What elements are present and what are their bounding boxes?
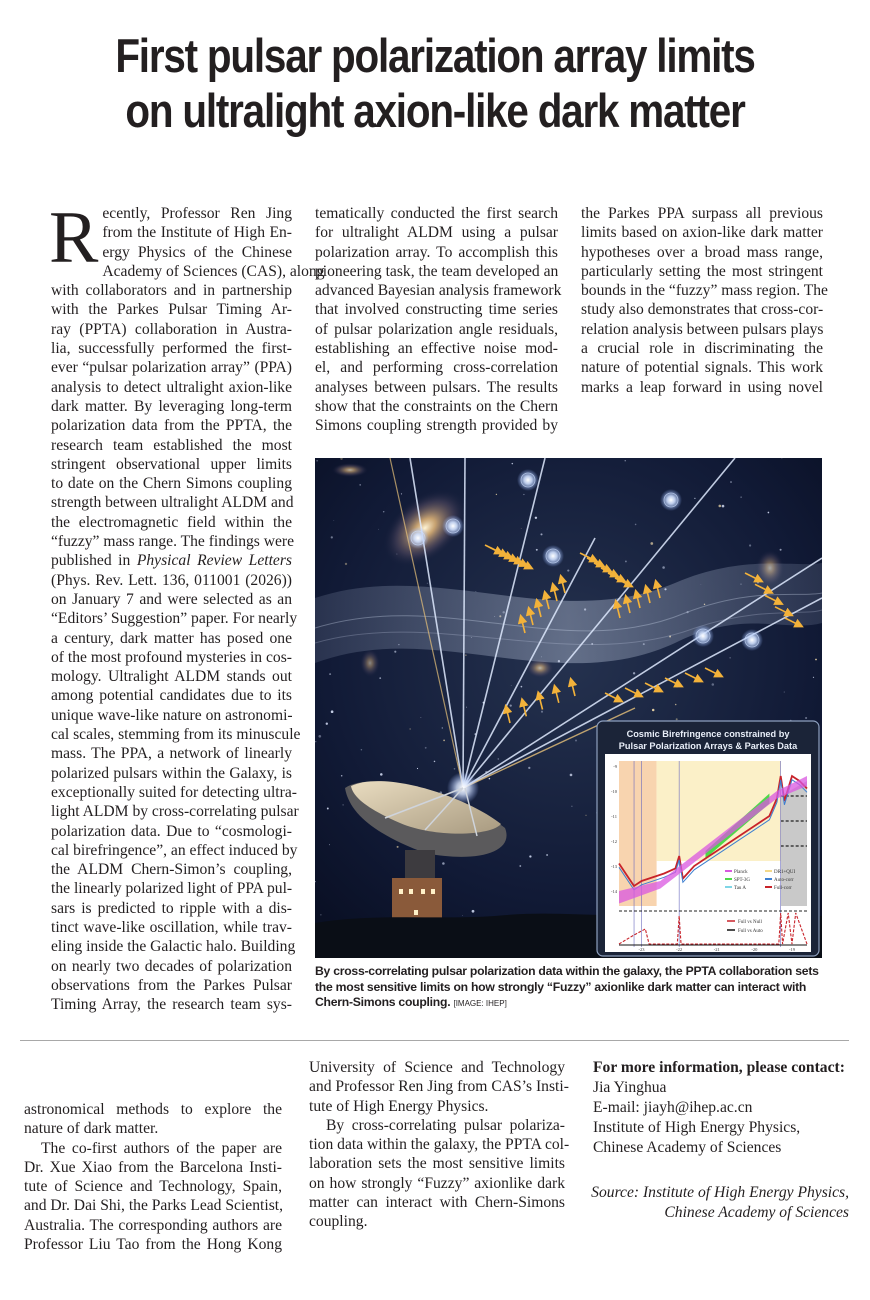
star [529,855,531,857]
text-line: eling inside the Galactic halo. Building [51,938,296,956]
text-line: tematically conducted the first search [315,205,558,222]
star [571,806,572,807]
tower-window [431,889,435,894]
text-line: coupling. [309,1213,368,1231]
star [316,460,318,462]
contact-org: Institute of High Energy Physics, [593,1119,801,1136]
text-line: of the most profound mysteries in cos- [51,648,292,666]
text-line: ergy Physics of the Chinese [102,243,292,261]
text-line: analyses between pulsars. The results [315,378,558,396]
column-1-text [49,197,325,1014]
star [749,544,751,546]
text-line: cal scales, stemming from its minuscule [51,726,301,744]
star [379,677,381,679]
text-line: the ALDM Chern-Simon’s coupling, [51,861,292,879]
drop-cap: R [49,197,99,279]
star [329,673,331,675]
star [712,683,715,686]
text-line: the linearly polarized light of PPA pul- [51,880,293,898]
pulsar [442,515,464,537]
y-tick-label: -12 [611,839,617,844]
star [383,511,384,512]
text-line: on January 7 and were selected as an [51,590,292,608]
text-line: stringent observational upper limits [51,455,292,473]
x-tick-label: -20 [751,947,758,952]
star [442,862,445,865]
text-line: sars is predicted to ripple with a dis- [51,899,292,917]
legend-label: Tau A [734,886,747,891]
star [318,735,321,738]
star [443,739,445,741]
star [476,591,477,592]
star [341,775,343,777]
y-tick-label: -10 [611,789,617,794]
text-line: astronomical methods to explore the [24,1101,282,1118]
star [331,536,333,538]
star [676,718,678,720]
star [397,846,399,848]
star [784,692,785,693]
text-line: and Dr. Dai Shi, the Parks Lead Scientist, [24,1197,283,1215]
column-2-text [315,204,562,436]
text-line: the Parkes PPA surpass all previous [581,205,823,222]
star [677,687,678,688]
text-line: a century, dark matter has posed one [51,629,292,647]
star [454,768,456,770]
body-column-3 [581,204,828,397]
star [327,808,329,810]
y-tick-label: -14 [611,889,617,894]
caption-text: By cross-correlating pulsar polarization data within the galaxy, the PPTA collaboration sets the most sensitive limits on how strongly “Fuzzy” axionlike dark matter can interact with Chern-Simons coupling. [315,964,819,1010]
text-line: light ALDM by cross-correlating pulsar [51,803,299,821]
legend-label: Full vs Null [738,920,762,925]
star [466,707,467,708]
text-line: advanced Bayesian analysis framework [315,282,562,300]
text-line: lia, successfully performed the first- [51,340,292,358]
star [465,654,466,655]
star [546,854,548,856]
star [329,844,330,845]
legend-label: DR1+QUI [774,870,796,875]
text-line: ecently, Professor Ren Jing [102,205,292,222]
pulsar [660,489,682,511]
star [510,704,512,706]
star [662,566,665,569]
star [718,505,721,508]
tower-window [414,910,418,915]
text-line: a crucial role in discriminating the [581,340,823,358]
text-line: hypotheses over a broad mass range, [581,243,823,261]
chart-inset [597,721,819,956]
text-line: Timing Array, the research team sys- [51,996,292,1014]
x-tick-label: -19 [788,947,795,952]
text-line: tute of High Energy Physics. [309,1097,489,1115]
pulsar [542,545,564,567]
star [401,493,402,494]
inset-title-line: Pulsar Polarization Arrays & Parkes Data [618,741,798,751]
x-tick-label: -22 [676,947,683,952]
star [378,529,379,530]
pulsar [517,469,539,491]
text-line: research team established the most [51,436,292,454]
figure-illustration [315,458,822,958]
text-line: from the Institute of High En- [102,224,292,242]
text-line: By cross-correlating pulsar polariza- [326,1116,565,1134]
star [740,496,741,497]
body-column-4 [24,1100,282,1254]
star [722,505,725,508]
text-line: exceptionally suited for detecting ultra- [51,783,297,801]
text-line: study also demonstrates that cross-cor- [581,301,824,319]
text-line: of pulsar polarization angle residuals, [315,320,558,338]
star [694,498,695,499]
text-line: (Phys. Rev. Lett. 136, 011001 (2026)) [51,571,292,589]
star [380,773,383,776]
tower-window [421,889,425,894]
star [540,533,542,535]
star [498,758,499,759]
text-line: among potential candidates due to its [51,687,292,705]
text-line: polarization array. To accomplish this [315,243,558,261]
text-line: to date on the Chern Simons coupling [51,475,292,493]
y-tick-label: -9 [613,764,617,769]
text-line: show that the constraints on the Chern [315,397,558,415]
x-tick-label: -21 [713,947,720,952]
star [541,711,543,713]
star [394,651,396,653]
distant-galaxy [332,463,368,477]
star [496,494,497,495]
star [417,768,418,769]
text-line: Academy of Sciences (CAS), along [102,262,325,280]
body-column-2 [315,204,562,436]
star [567,570,569,572]
pulsar [692,625,714,647]
text-line: pioneering task, the team developed an [315,262,559,280]
text-line: University of Science and Technology [309,1059,565,1076]
source-line: Chinese Academy of Sciences [664,1204,849,1221]
star [345,563,347,565]
legend-label: Full vs Auto [738,929,763,934]
text-line: that involved constructing time series [315,301,558,319]
text-line: tinct wave-like oscillation, while trav- [51,918,292,936]
text-line: on nearly two decades of polarization [51,957,292,975]
star [675,704,677,706]
text-line: The co-first authors of the paper are [41,1139,282,1157]
tower-window [409,889,413,894]
contact-name: Jia Yinghua [593,1079,667,1096]
star [570,774,573,777]
text-line: for ultralight ALDM using a pulsar [315,224,558,242]
text-line: Simons coupling strength provided by [315,417,558,435]
image-credit: [IMAGE: IHEP] [453,999,507,1009]
star [462,915,463,916]
column-5-text [309,1058,570,1232]
article-title-line: First pulsar polarization array limits [115,29,755,82]
star [421,717,422,718]
star [768,512,770,514]
text-line: cal birefringence”, an effect induced by [51,841,298,859]
telescope-tower [392,878,442,923]
article-figure [315,458,822,958]
y-tick-label: -11 [611,814,617,819]
star [434,761,436,763]
star [635,524,637,526]
star [523,494,524,495]
section-divider [20,1040,849,1041]
star [730,481,732,483]
star [625,560,627,562]
text-line: polarization data. Due to “cosmologi- [51,822,292,840]
star [519,865,521,867]
star [512,463,513,464]
text-line: mass. The PPA, a network of linearly [51,745,292,763]
star [442,727,443,728]
text-line: establishing an effective noise mod- [315,340,558,358]
star [536,549,538,551]
contact-email[interactable]: E-mail: jiayh@ihep.ac.cn [593,1099,753,1116]
text-line: with the Parkes Pulsar Timing Ar- [51,301,292,319]
x-tick-label: -23 [638,947,645,952]
article-title-line: on ultralight axion-like dark matter [125,84,745,137]
text-line: with collaborators and in partnership [51,282,292,300]
star [575,739,577,741]
contact-block [593,1058,853,1158]
legend-label: Planck [734,870,748,875]
star [521,686,523,688]
star [650,542,653,545]
text-line: ray (PPTA) collaboration in Austra- [51,320,292,338]
body-column-5 [309,1058,570,1232]
star [333,520,334,521]
body-column-1 [49,197,325,1014]
text-line: particularly setting the most stringent [581,262,823,280]
star [472,910,475,913]
text-line: published in Physical Review Letters [51,552,292,570]
tower-window [399,889,403,894]
text-line: unique wave-like nature on astronomi- [51,706,293,724]
text-line: el, and performing cross-correlation [315,359,558,377]
column-3-text [581,204,828,397]
star [320,914,321,915]
y-tick-label: -13 [611,864,617,869]
star [342,804,343,805]
star [633,672,635,674]
star [780,549,782,551]
legend-label: Full-corr [774,886,792,891]
text-line: mology. Ultralight ALDM stands out [51,668,292,686]
text-line: “Editors’ Suggestion” paper. For nearly [51,610,298,628]
source-credit [580,1183,849,1223]
text-line: matter can interact with Chern-Simons [309,1194,565,1212]
article-title [61,28,809,138]
star [425,747,427,749]
inset-title-line: Cosmic Birefringence constrained by [626,729,790,739]
text-line: tute of Science and Technology, Spain, [24,1178,282,1196]
star [326,723,328,725]
text-line: dark matter. By leveraging long-term [51,397,292,415]
text-line: analysis to detect ultralight axion-like [51,378,292,396]
star [652,709,655,712]
star [730,657,731,658]
text-line: observations from the Parkes Pulsar [51,976,292,994]
text-line: marks a leap forward in using novel [581,378,823,396]
pulsar [407,527,429,549]
legend-label: Auto-corr [774,878,794,883]
text-line: Dr. Xue Xiao from the Barcelona Insti- [24,1158,282,1176]
star [427,583,428,584]
figure-caption [315,964,825,1012]
pulsar [741,629,763,651]
distant-galaxy [360,649,380,677]
text-line: polarization data from the PPTA, the [51,417,292,435]
text-line: laboration sets the most sensitive limits [309,1155,565,1173]
contact-heading: For more information, please contact: [593,1059,845,1076]
star [315,741,316,742]
text-line: “fuzzy” mass range. The findings were [51,533,295,551]
star [511,685,512,686]
star [781,458,782,459]
text-line: the electromagnetic field within the [51,513,292,531]
source-line: Source: Institute of High Energy Physics, [591,1184,849,1201]
text-line: nature of dark matter. [24,1120,159,1138]
star [625,460,626,461]
star [489,778,491,780]
text-line: limits based on axion-like dark matter [581,224,823,242]
star [410,728,411,729]
text-line: polarized pulsars within the Galaxy, is [51,764,292,782]
column-4-text [24,1100,282,1254]
star [535,517,537,519]
star [813,677,814,678]
text-line: Australia. The corresponding authors are [24,1216,282,1234]
star [361,749,362,750]
text-line: tion data within the galaxy, the PPTA col- [309,1136,570,1154]
star [815,659,817,661]
star [636,689,638,691]
contact-org: Chinese Academy of Sciences [593,1139,782,1156]
text-line: ever “pulsar polarization array” (PPA) [51,359,292,377]
text-line: bounds in the “fuzzy” mass region. The [581,282,828,300]
text-line: on how strongly “Fuzzy” axionlike dark [309,1174,565,1192]
text-line: relation analysis between pulsars plays [581,320,824,338]
star [805,717,807,719]
star [586,815,587,816]
text-line: nature of potential signals. This work [581,359,823,377]
star [521,528,522,529]
legend-label: SPT-3G [734,878,750,883]
star [331,710,334,713]
star [359,484,361,486]
telescope-mount [405,850,435,880]
star [528,767,530,769]
text-line: strength between ultralight ALDM and [51,494,294,512]
text-line: Professor Liu Tao from the Hong Kong [24,1236,282,1254]
text-line: and Professor Ren Jing from CAS’s Insti- [309,1078,569,1096]
